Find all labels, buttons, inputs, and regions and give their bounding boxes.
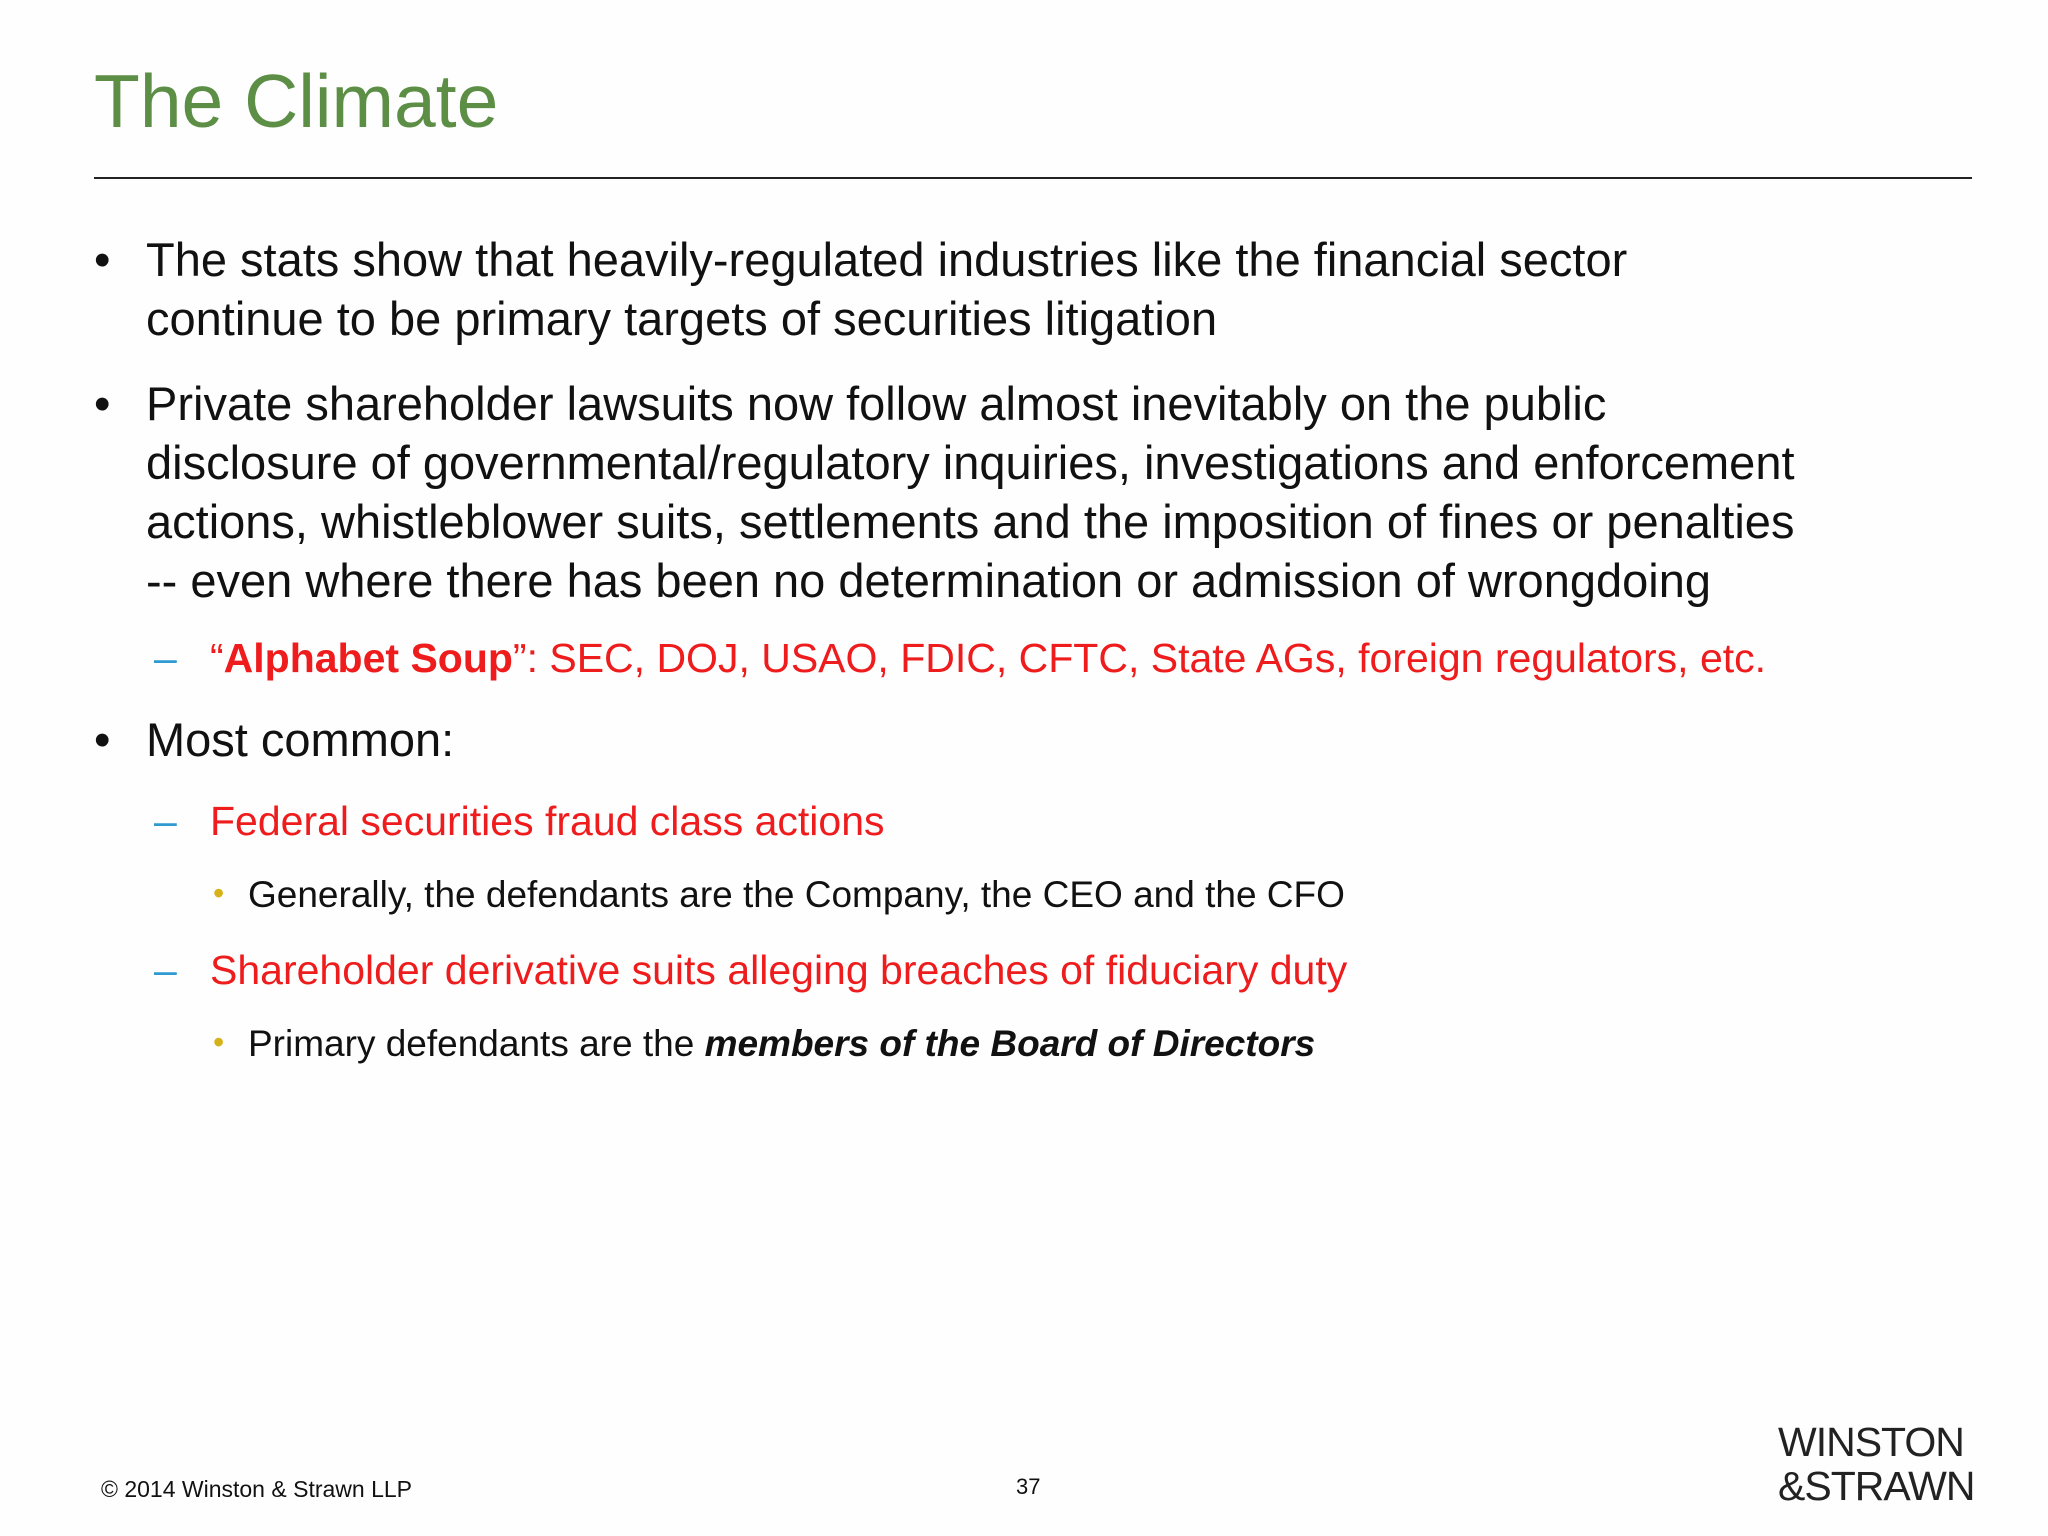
bullet-text-line: continue to be primary targets of securities litigation xyxy=(146,292,1218,345)
bullet-marker: • xyxy=(94,377,111,430)
sub-bullet-marker: – xyxy=(154,947,177,993)
sub-bullet-marker: – xyxy=(154,798,177,844)
logo-line-1: WINSTON xyxy=(1778,1419,1964,1465)
bullet-text-line: The stats show that heavily-regulated industries like the financial sector xyxy=(146,233,1628,286)
logo-line-2: &STRAWN xyxy=(1778,1463,1975,1509)
winston-strawn-logo xyxy=(1778,1420,1978,1508)
sub-sub-bullet-marker: • xyxy=(213,1024,225,1060)
defendants-prefix: Primary defendants are the xyxy=(248,1023,705,1064)
alphabet-soup-label: Alphabet Soup xyxy=(223,635,513,681)
bullet-text-line: actions, whistleblower suits, settlements and the imposition of fines or penalties xyxy=(146,495,1795,548)
bullet-text-line: -- even where there has been no determination or admission of wrongdoing xyxy=(146,554,1711,607)
sub-sub-bullet-marker: • xyxy=(213,875,225,911)
board-of-directors-emphasis: members of the Board of Directors xyxy=(704,1023,1316,1064)
open-quote: “ xyxy=(210,635,224,681)
sub-sub-bullet-text: Generally, the defendants are the Company, the CEO and the CFO xyxy=(248,874,1345,915)
sub-bullet-text: Federal securities fraud class actions xyxy=(210,798,885,844)
bullet-text-line: Most common: xyxy=(146,713,455,766)
copyright-footer: © 2014 Winston & Strawn LLP xyxy=(101,1476,412,1502)
page-number: 37 xyxy=(1016,1474,1041,1499)
bullet-marker: • xyxy=(94,713,111,766)
title-divider xyxy=(94,177,1972,179)
bullet-text-line: Private shareholder lawsuits now follow almost inevitably on the public xyxy=(146,377,1607,430)
sub-bullet-text xyxy=(210,632,1766,684)
sub-bullet-marker: – xyxy=(154,635,177,681)
sub-sub-bullet-text xyxy=(248,1021,1315,1067)
slide-title: The Climate xyxy=(94,59,499,143)
regulators-list: ”: SEC, DOJ, USAO, FDIC, CFTC, State AGs, foreign regulators, etc. xyxy=(512,635,1767,681)
bullet-text-line: disclosure of governmental/regulatory inquiries, investigations and enforcement xyxy=(146,436,1795,489)
bullet-marker: • xyxy=(94,233,111,286)
sub-bullet-text: Shareholder derivative suits alleging breaches of fiduciary duty xyxy=(210,947,1348,993)
